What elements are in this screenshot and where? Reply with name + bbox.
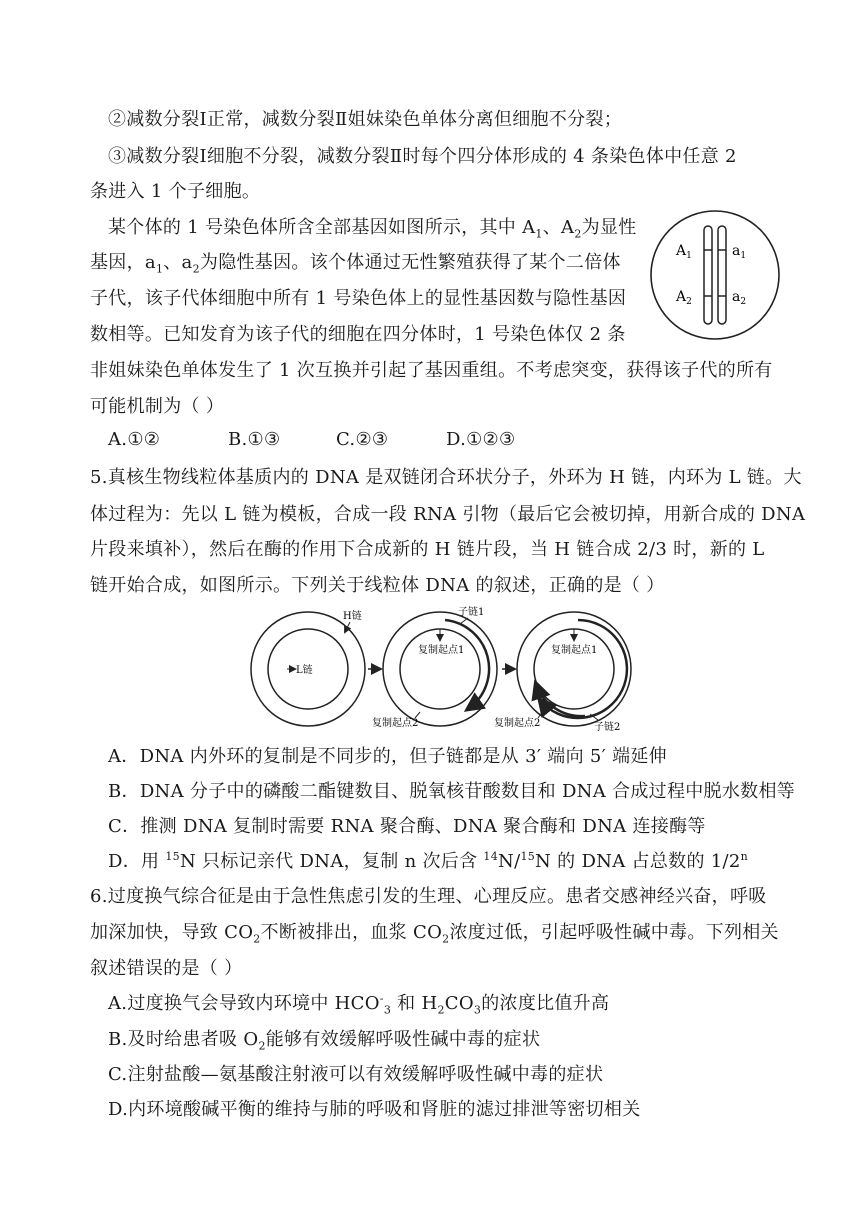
gene-a2-label: $a_2$ [732,289,747,307]
q5-stem-line4: 链开始合成，如图所示。下列关于线粒体 DNA 的叙述，正确的是（ ） [90,575,665,596]
mechanism-3-line1: ③减数分裂Ⅰ细胞不分裂，减数分裂Ⅱ时每个四分体形成的 4 条染色体中任意 2 [108,146,737,167]
origin-2-label: 复制起点2 [372,718,419,729]
origin-1-label-p3: 复制起点1 [551,645,598,656]
q6-option-c[interactable]: C.注射盐酸—氨基酸注射液可以有效缓解呼吸性碱中毒的症状 [108,1064,604,1085]
mtdna-replication-figure [240,600,640,734]
h-chain-label: H链 [343,611,362,622]
q5-option-b[interactable]: B．DNA 分子中的磷酸二酯键数目、脱氧核苷酸数目和 DNA 合成过程中脱水数相等 [108,781,796,802]
q4-stem-line2: 基因，$a_1$、$a_2$为隐性基因。该个体通过无性繁殖获得了某个二倍体 [90,252,621,276]
q4-options [108,428,515,452]
q4-option-c[interactable]: C.②③ [336,429,389,450]
q6-option-a[interactable]: A.过度换气会导致内环境中 $HCO^-_3$ 和 $H_2CO_3$的浓度比值升高 [108,992,610,1017]
q4-stem-line6: 可能机制为（ ） [90,396,225,417]
daughter-2-label: 子链2 [594,722,621,733]
origin-2-label-p3: 复制起点2 [494,718,541,729]
q4-option-d[interactable]: D.①②③ [446,429,516,450]
panel-2 [372,605,497,729]
gene-A1-label: $A_1$ [676,243,692,261]
origin-1-label: 复制起点1 [418,645,465,656]
mechanism-3-line2: 条进入 1 个子细胞。 [90,181,261,202]
daughter-1-label: 子链1 [458,607,485,618]
l-chain-label: L链 [296,665,313,676]
q4-option-a[interactable]: A.①② [108,429,161,450]
q4-stem-line1: 某个体的 1 号染色体所含全部基因如图所示，其中 $A_1$、$A_2$为显性 [108,217,637,241]
q5-stem-line3: 片段来填补），然后在酶的作用下合成新的 H 链片段，当 H 链合成 2/3 时，新的 L [90,539,765,560]
q4-stem-line5: 非姐妹染色单体发生了 1 次互换并引起了基因重组。不考虑突变，获得该子代的所有 [90,360,773,381]
q5-stem-line2: 体过程为：先以 L 链为模板，合成一段 RNA 引物（最后它会被切掉，用新合成的 DNA [90,504,806,525]
q6-stem-line2: 加深加快，导致 $CO_2$不断被排出，血浆 $CO_2$浓度过低，引起呼吸性碱中毒。下列相关 [90,922,779,946]
q5-stem-line1: 5.真核生物线粒体基质内的 DNA 是双链闭合环状分子，外环为 H 链，内环为 L 链。大 [90,467,802,488]
mechanism-2: ②减数分裂Ⅰ正常，减数分裂Ⅱ姐妹染色单体分离但细胞不分裂； [108,109,623,130]
panel-3 [494,612,631,733]
q6-option-b[interactable]: B.及时给患者吸 $O_2$能够有效缓解呼吸性碱中毒的症状 [108,1029,541,1053]
q5-option-d[interactable]: D．用 $^{15}$N 只标记亲代 DNA，复制 n 次后含 $^{14}$N/$^{15}$N 的 DNA 占总数的 1/2$^n$ [108,850,749,872]
gene-a1-label: $a_1$ [732,243,747,261]
q4-stem-line3: 子代，该子代体细胞中所有 1 号染色体上的显性基因数与隐性基因 [90,288,627,309]
q4-option-b[interactable]: B.①③ [228,429,281,450]
panel-1 [251,609,365,726]
q6-stem-line1: 6.过度换气综合征是由于急性焦虑引发的生理、心理反应。患者交感神经兴奋，呼吸 [90,886,767,907]
q6-stem-line3: 叙述错误的是（ ） [90,958,243,979]
gene-A2-label: $A_2$ [676,289,692,307]
q5-option-a[interactable]: A．DNA 内外环的复制是不同步的，但子链都是从 3′ 端向 5′ 端延伸 [108,746,667,767]
q4-stem-line4: 数相等。已知发育为该子代的细胞在四分体时，1 号染色体仅 2 条 [90,324,626,345]
q5-option-c[interactable]: C．推测 DNA 复制时需要 RNA 聚合酶、DNA 聚合酶和 DNA 连接酶等 [108,816,706,837]
chromosome-figure [648,208,782,342]
daughter-1-strand [445,620,489,709]
q6-option-d[interactable]: D.内环境酸碱平衡的维持与肺的呼吸和肾脏的滤过排泄等密切相关 [108,1099,641,1120]
